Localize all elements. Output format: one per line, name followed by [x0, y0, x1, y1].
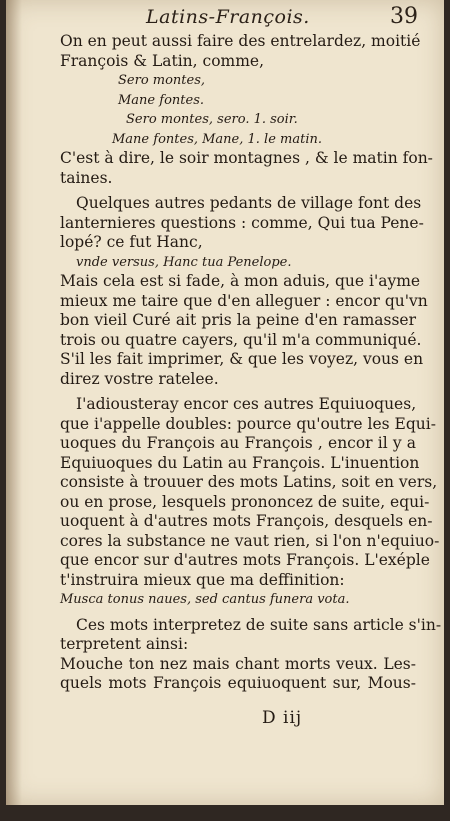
text-line: cores la substance ne vaut rien, si l'on n'equiuo- — [60, 531, 440, 550]
text-line: uoquent à d'autres mots François, desquels en- — [60, 512, 433, 530]
text-line: Quelques autres pedants de village font des — [76, 194, 422, 212]
text-line: Mane fontes. — [118, 92, 204, 108]
text-line: quels mots François equiuoquent sur, Mous- — [60, 674, 416, 692]
text-line: Sero montes, — [118, 73, 206, 88]
text-line: trois ou quatre cayers, qu'il m'a communiqué. — [60, 330, 422, 349]
text-line: François & Latin, comme, — [60, 51, 265, 70]
text-line: Mais cela est si fade, à mon aduis, que i'ayme — [60, 272, 421, 290]
text-line: terpretent ainsi: — [60, 635, 189, 653]
text-line: consiste à trouuer des mots Latins, soit en vers, — [60, 473, 438, 491]
page-gutter-shadow — [6, 0, 22, 805]
text-line: On en peut aussi faire des entrelardez, moitié — [60, 32, 421, 50]
text-line: I'adiousteray encor ces autres Equiuoques, — [76, 395, 417, 413]
text-line: vnde versus, Hanc tua Penelope. — [76, 254, 292, 270]
text-line: Equiuoques du Latin au François. L'inuention — [60, 453, 420, 472]
text-line: que i'appelle doubles: pource qu'outre les Equi- — [60, 414, 436, 433]
text-line: Mane fontes, Mane, 1. le matin. — [112, 131, 322, 147]
text-line: lanternieres questions : comme, Qui tua Pene- — [60, 213, 424, 232]
signature-mark: D iij — [262, 708, 303, 728]
text-line: Mouche ton nez mais chant morts veux. Les- — [60, 654, 416, 673]
body-text — [60, 32, 442, 694]
text-line: t'instruira mieux que ma deffinition: — [60, 570, 345, 589]
text-line: mieux me taire que d'en alleguer : encor qu'vn — [60, 291, 428, 310]
text-line: uoques du François au François , encor il y a — [60, 434, 416, 452]
running-head: Latins-François. — [146, 6, 310, 28]
text-line: ou en prose, lesquels prononcez de suite, equi- — [60, 492, 430, 511]
text-line: S'il les fait imprimer, & que les voyez, vous en — [60, 350, 424, 368]
text-line: taines. — [60, 168, 113, 187]
text-line: Musca tonus naues, sed cantus funera vota. — [60, 592, 350, 607]
text-line: Ces mots interpretez de suite sans article s'in- — [76, 615, 442, 634]
text-line: Sero montes, sero. 1. soir. — [126, 112, 298, 127]
book-page — [6, 0, 444, 805]
text-line: que encor sur d'autres mots François. L'exéple — [60, 551, 430, 569]
page-header — [6, 6, 444, 32]
text-line: lopé? ce fut Hanc, — [60, 233, 203, 251]
text-line: bon vieil Curé ait pris la peine d'en ramasser — [60, 311, 416, 329]
page-number: 39 — [390, 4, 418, 29]
text-line: C'est à dire, le soir montagnes , & le matin fon- — [60, 149, 433, 167]
text-line: direz vostre ratelee. — [60, 369, 219, 388]
